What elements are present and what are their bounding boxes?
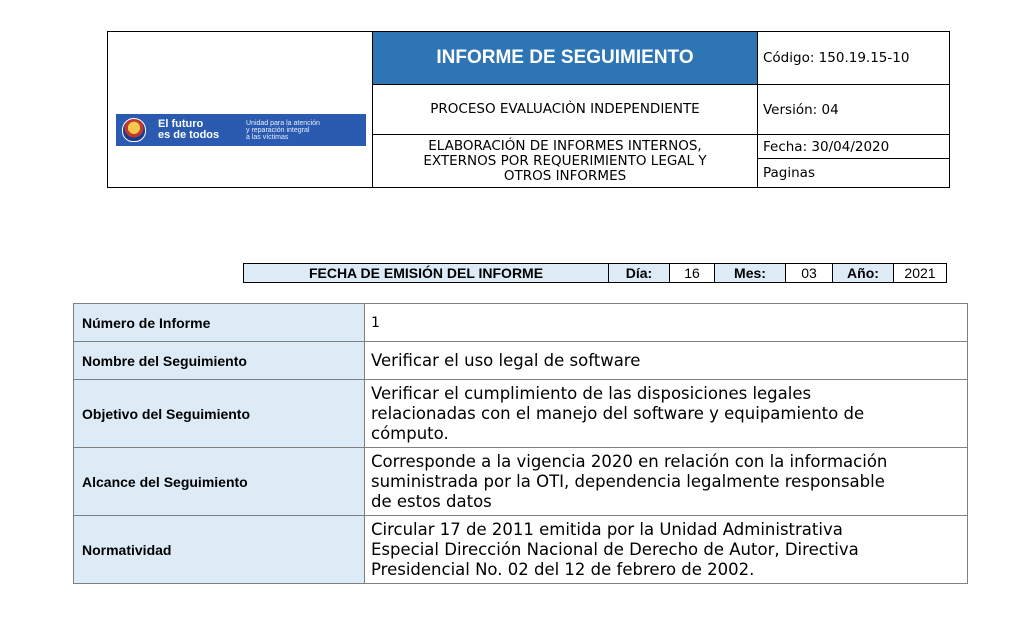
- logo-unit: Unidad para la atención y reparación integral a las víctimas: [246, 119, 320, 141]
- day-value: 16: [670, 264, 715, 283]
- document-code: Código: 150.19.15-10: [758, 32, 950, 85]
- alcance-label: Alcance del Seguimiento: [74, 448, 365, 516]
- numero-value: 1: [365, 304, 968, 342]
- normatividad-value: Circular 17 de 2011 emitida por la Unidad Administrativa Especial Dirección Nacional de Derecho de Autor, Directiva Presidencial No. 02 del 12 de febrero de 2002.: [365, 516, 968, 584]
- procedure-name: ELABORACIÓN DE INFORMES INTERNOS, EXTERNOS POR REQUERIMIENTO LEGAL Y OTROS INFORMES: [373, 135, 758, 188]
- nombre-value: Verificar el uso legal de software: [365, 342, 968, 380]
- document-date: Fecha: 30/04/2020: [758, 135, 950, 159]
- report-title: INFORME DE SEGUIMIENTO: [373, 32, 758, 85]
- emission-date-label: FECHA DE EMISIÓN DEL INFORME: [244, 264, 609, 283]
- table-row: [74, 342, 968, 380]
- month-value: 03: [786, 264, 833, 283]
- logo-brand: El futuro es de todos: [158, 118, 220, 141]
- document-version: Versión: 04: [758, 85, 950, 135]
- process-name: PROCESO EVALUACIÒN INDEPENDIENTE: [373, 85, 758, 135]
- month-label: Mes:: [715, 264, 786, 283]
- year-label: Año:: [833, 264, 894, 283]
- table-row: [74, 380, 968, 448]
- document-pages: Paginas: [758, 159, 950, 188]
- logo-cell: [108, 32, 373, 188]
- table-row: [74, 448, 968, 516]
- coat-of-arms-icon: [122, 118, 146, 142]
- entity-logo: [116, 114, 366, 146]
- table-row: [74, 304, 968, 342]
- year-value: 2021: [894, 264, 947, 283]
- day-label: Día:: [609, 264, 670, 283]
- emission-date-strip: [243, 263, 947, 283]
- report-info-table: [73, 303, 968, 584]
- objetivo-label: Objetivo del Seguimiento: [74, 380, 365, 448]
- objetivo-value: Verificar el cumplimiento de las disposiciones legales relacionadas con el manejo del software y equipamiento de cómputo.: [365, 380, 968, 448]
- document-header: [107, 31, 950, 188]
- numero-label: Número de Informe: [74, 304, 365, 342]
- normatividad-label: Normatividad: [74, 516, 365, 584]
- table-row: [74, 516, 968, 584]
- nombre-label: Nombre del Seguimiento: [74, 342, 365, 380]
- alcance-value: Corresponde a la vigencia 2020 en relación con la información suministrada por la OTI, dependencia legalmente responsable de estos datos: [365, 448, 968, 516]
